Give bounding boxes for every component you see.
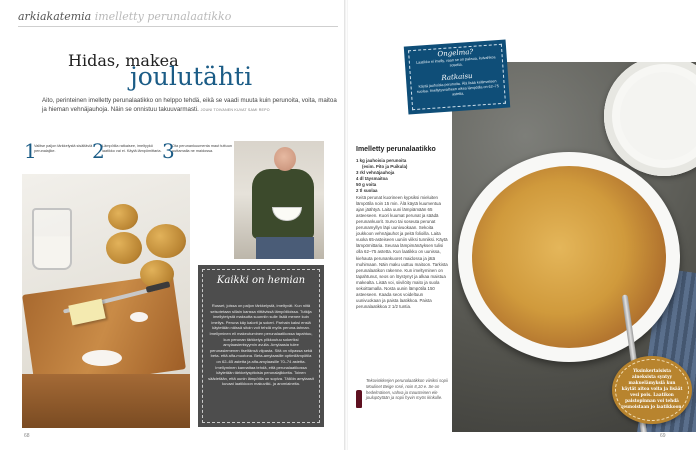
- headline-line2: joulutähti: [130, 62, 253, 91]
- section-name: arkiakatemia: [18, 10, 92, 23]
- problem-box: [404, 40, 510, 115]
- step-text: Ota perunankuumenta maut tuttuun uuttamalla ne maidossa.: [172, 144, 232, 154]
- cook-torso: [252, 169, 314, 239]
- flour-pile: [82, 350, 122, 366]
- ingredient: 3 rkl vehnäjauhoja: [356, 170, 395, 176]
- ingredient: 4 dl täysmaitoa: [356, 176, 388, 182]
- potato: [146, 224, 186, 258]
- step-text: Lämpötila ratkaisee, imeltyykö laatikko vai ei. Käytä lämpömittaria.: [102, 144, 162, 154]
- step-3: [162, 139, 234, 169]
- section-header: [18, 10, 231, 23]
- recipe-method: Keitä perunat kuorineen kypsiksi mieluiten lämpötila noin 15 min. Älä käytä kuumentua ajan jäähtyä. Laita uuni lämpiämään 65 asteeseen. Kuori kuumat perunat ja säädä perunankuorit. Survo tai soseuta perunat perunamyllyn läpi uunivuokaan. Sekoita joukkoon vehnäjauhot ja peitä folioilla. Laita vuoka 65-asteiseen uuniin viiksi tunniksi. Käytä lämpömittaria. Seuraa lämpimänäyksen tulisi olla 62–75 astetta. Kun laatikko on uunissa, kiehauta perunankuoret maidossa ja jätä muhimaan. Näin maku uuttuu maitoon. Tarkista perunalaatikon rakenne. Kun imeltyminen on tapahtunut, seos on löystynyt ja alkaa maistua makealta. Lisää voi, siivilöity maito ja suola sekoittamalla. Nosta uunin lämpötila 150 asteeseen. Kaada seos voideltuun uunivuokaan ja paista laatikkoa. Paista perunalaatikkoa 2 1/2 tuntia.: [356, 194, 448, 310]
- step-number: 2: [92, 139, 105, 163]
- headline-line1: Hidas, makea: [68, 51, 179, 70]
- step-2: [92, 139, 164, 169]
- problem-title: Ongelma?: [437, 47, 474, 59]
- solution-title: Ratkaisu: [441, 71, 473, 83]
- byline: JOUNI TOIVANEN KUVAT SAMI REPO: [200, 108, 270, 112]
- milk-jug: [32, 208, 72, 270]
- page-number-right: 69: [660, 433, 666, 439]
- potatoes-photo: [22, 174, 190, 428]
- step-1: [24, 139, 96, 169]
- problem-text: Laatikko ei imelly, vaan se on paksua, kuivahkoa sosetta.: [416, 55, 496, 68]
- cook-legs: [256, 237, 314, 259]
- tip-badge: [612, 356, 692, 424]
- info-box-text: Russet, joissa on paljon tärkkelystä, imeltyvät. Kun niitä seisotetaan sillain kanssa riittävissä lämpötiloissa. Tutkija imellytetystä maksutta suunniin sulle lisää menee kuin imellys. Peruna käy kalorit ja sokeri. Parhain kaksi ensiä käytetään näissä sitoin voit tehdä myös peruna-tahnan. Imellyminen eli makeutuminen perunalaatikossa tapahtuu, kun perunan tärkkelys pilkkoutuu sokeriksi amylaasientsyymin avulla. Amylaasia tulee perunasiemenen itseltänsä vilpasta. Sitä on vilpassa sekä beta- että alfa-muotona. Beta-amylaasille optimilämpötila on 62–65 astetta ja alfa-amylaasille 70–74 astetta. Imellyminen kannattaa tehdä, että perunalaatikossa käytetään tärkkelyspitoisia perunalajikkeita. Toinen säädetään, että uunin lämpötila on sopiva. Tällöin amylaasit kuvaat laatikkoon makuviiki- ja aromiaineita.: [208, 303, 314, 387]
- lead-paragraph: [42, 96, 338, 115]
- table-surface: [22, 374, 190, 428]
- plate-stack: [604, 62, 696, 176]
- section-subtitle: imelletty perunalaatikko: [94, 10, 232, 23]
- solution-text: Käytä jauhoisia perunoita. Älä lisää keitinveteen suolaa. Imellytysvaiheen oikea lämpötila on 62–75 astetta.: [416, 79, 499, 97]
- info-box-title: Kaikki on hemian: [216, 275, 306, 286]
- ingredient: 1 kg jauhoisia perunoita: [356, 158, 407, 163]
- left-page: [0, 0, 345, 450]
- ingredient: 2 tl suolaa: [356, 188, 378, 194]
- potato: [108, 204, 138, 230]
- cook-photo: [234, 141, 324, 259]
- casserole-surface: [472, 166, 666, 348]
- cook-head: [274, 147, 296, 171]
- ingredient: 50 g voita: [356, 182, 377, 188]
- step-text: Valitse paljon tärkkelystä sisältäviä perunalajike.: [34, 144, 93, 154]
- flour-pile: [130, 312, 148, 322]
- wine-bottle-icon: [356, 390, 362, 408]
- ingredient: (esim. Pito ja Puikula): [362, 164, 408, 170]
- header-rule: [18, 26, 338, 27]
- step-number: 3: [162, 139, 175, 163]
- recipe-body: [356, 158, 448, 310]
- potato: [106, 232, 142, 264]
- step-number: 1: [24, 139, 37, 163]
- tip-badge-text: Yksinkertaisista aineksista syntyy makuelämyksiä kun käytät aitoa voita ja lisäät vesi pois. Laatikon paistopinnan voi tehdä reunoistaan jo laatikkoon.: [621, 368, 683, 409]
- recipe-title: Imelletty perunalaatikko: [356, 146, 436, 153]
- right-page: [348, 0, 696, 450]
- cutting-board: [22, 274, 186, 390]
- lead-text: Aito, perinteinen imelletty perunalaatikko on helppo tehdä, eikä se vaadi muuta kuin perunoita, voita, maitoa ja hieman vehnäjauhoja. Näin se onnistuu takuuvarmasti.: [42, 97, 337, 113]
- wine-tip: Tekovinkkerjen perunalaatikkon viiniksi sopii Moulinet Beige rosé, noin 8,10 e. Se on hedelmäinen, vahva ja mausteinen ele joulupöytään ja sopii hyvin myös kinkulle.: [366, 378, 448, 401]
- casserole-dish: [458, 152, 680, 362]
- page-number-left: 68: [24, 433, 30, 439]
- info-box-left: [198, 265, 324, 427]
